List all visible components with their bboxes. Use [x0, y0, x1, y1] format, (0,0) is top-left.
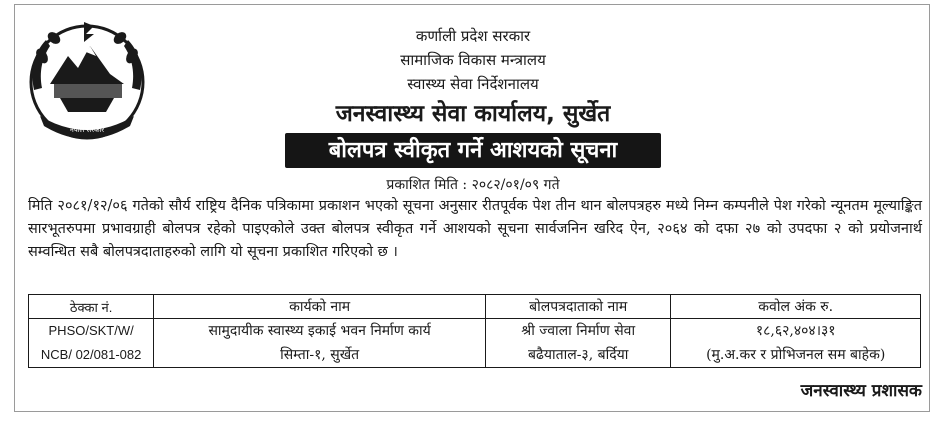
- amount-line2: (मु.अ.कर र प्रोभिजनल सम बाहेक): [671, 343, 921, 368]
- directorate-title: स्वास्थ्य सेवा निर्देशनालय: [407, 75, 539, 93]
- nepal-emblem-icon: [20, 12, 155, 147]
- notice-banner: बोलपत्र स्वीकृत गर्ने आशयको सूचना: [285, 133, 661, 168]
- table-row-continuation: [29, 343, 921, 368]
- contract-no-line1: PHSO/SKT/W/: [29, 319, 154, 344]
- bottom-divider: [14, 411, 930, 412]
- bidder-line2: बढैयाताल-३, बर्दिया: [486, 343, 671, 368]
- province-government-title: कर्णाली प्रदेश सरकार: [415, 27, 531, 45]
- emblem-motto: नेपाल सरकार: [69, 126, 105, 134]
- published-date: प्रकाशित मिति : २०८२/०१/०९ गते: [386, 177, 560, 193]
- work-name-line2: सिम्ता-१, सुर्खेत: [154, 343, 486, 368]
- contract-no-line2: NCB/ 02/081-082: [29, 343, 154, 368]
- table-header-row: [29, 295, 921, 319]
- office-title: जनस्वास्थ्य सेवा कार्यालय, सुर्खेत: [335, 101, 611, 127]
- header-bid-amount: कवोल अंक रु.: [671, 295, 921, 319]
- table-row: [29, 319, 921, 344]
- contract-table: [28, 294, 921, 368]
- header-work-name: कार्यको नाम: [154, 295, 486, 319]
- header-contract-no: ठेक्का नं.: [29, 295, 154, 319]
- notice-paragraph: मिति २०८१/१२/०६ गतेको सौर्य राष्ट्रिय दैनिक पत्रिकामा प्रकाशन भएको सूचना अनुसार रीतपूर्वक पेश तीन थान बोलपत्रहरु मध्ये निम्न कम्पनीले पेश गरेको न्यूनतम मूल्याङ्कित सारभूतरुपमा प्रभावग्राही बोलपत्र रहेको पाइएकोले उक्त बोलपत्र स्वीकृत गर्ने आशयको सूचना सार्वजनिन खरिद ऐन, २०६४ को दफा २७ को उपदफा २ को प्रयोजनार्थ सम्वन्धित सबै बोलपत्रदाताहरुको लागि यो सूचना प्रकाशित गरिएको छ ।: [28, 198, 922, 260]
- header-bidder-name: बोलपत्रदाताको नाम: [486, 295, 671, 319]
- ministry-title: सामाजिक विकास मन्त्रालय: [400, 51, 546, 69]
- signatory-title: जनस्वास्थ्य प्रशासक: [800, 381, 922, 401]
- amount-line1: १८,६२,४०४।३१: [671, 319, 921, 344]
- bidder-line1: श्री ज्वाला निर्माण सेवा: [486, 319, 671, 344]
- work-name-line1: सामुदायीक स्वास्थ्य इकाई भवन निर्माण कार्य: [154, 319, 486, 344]
